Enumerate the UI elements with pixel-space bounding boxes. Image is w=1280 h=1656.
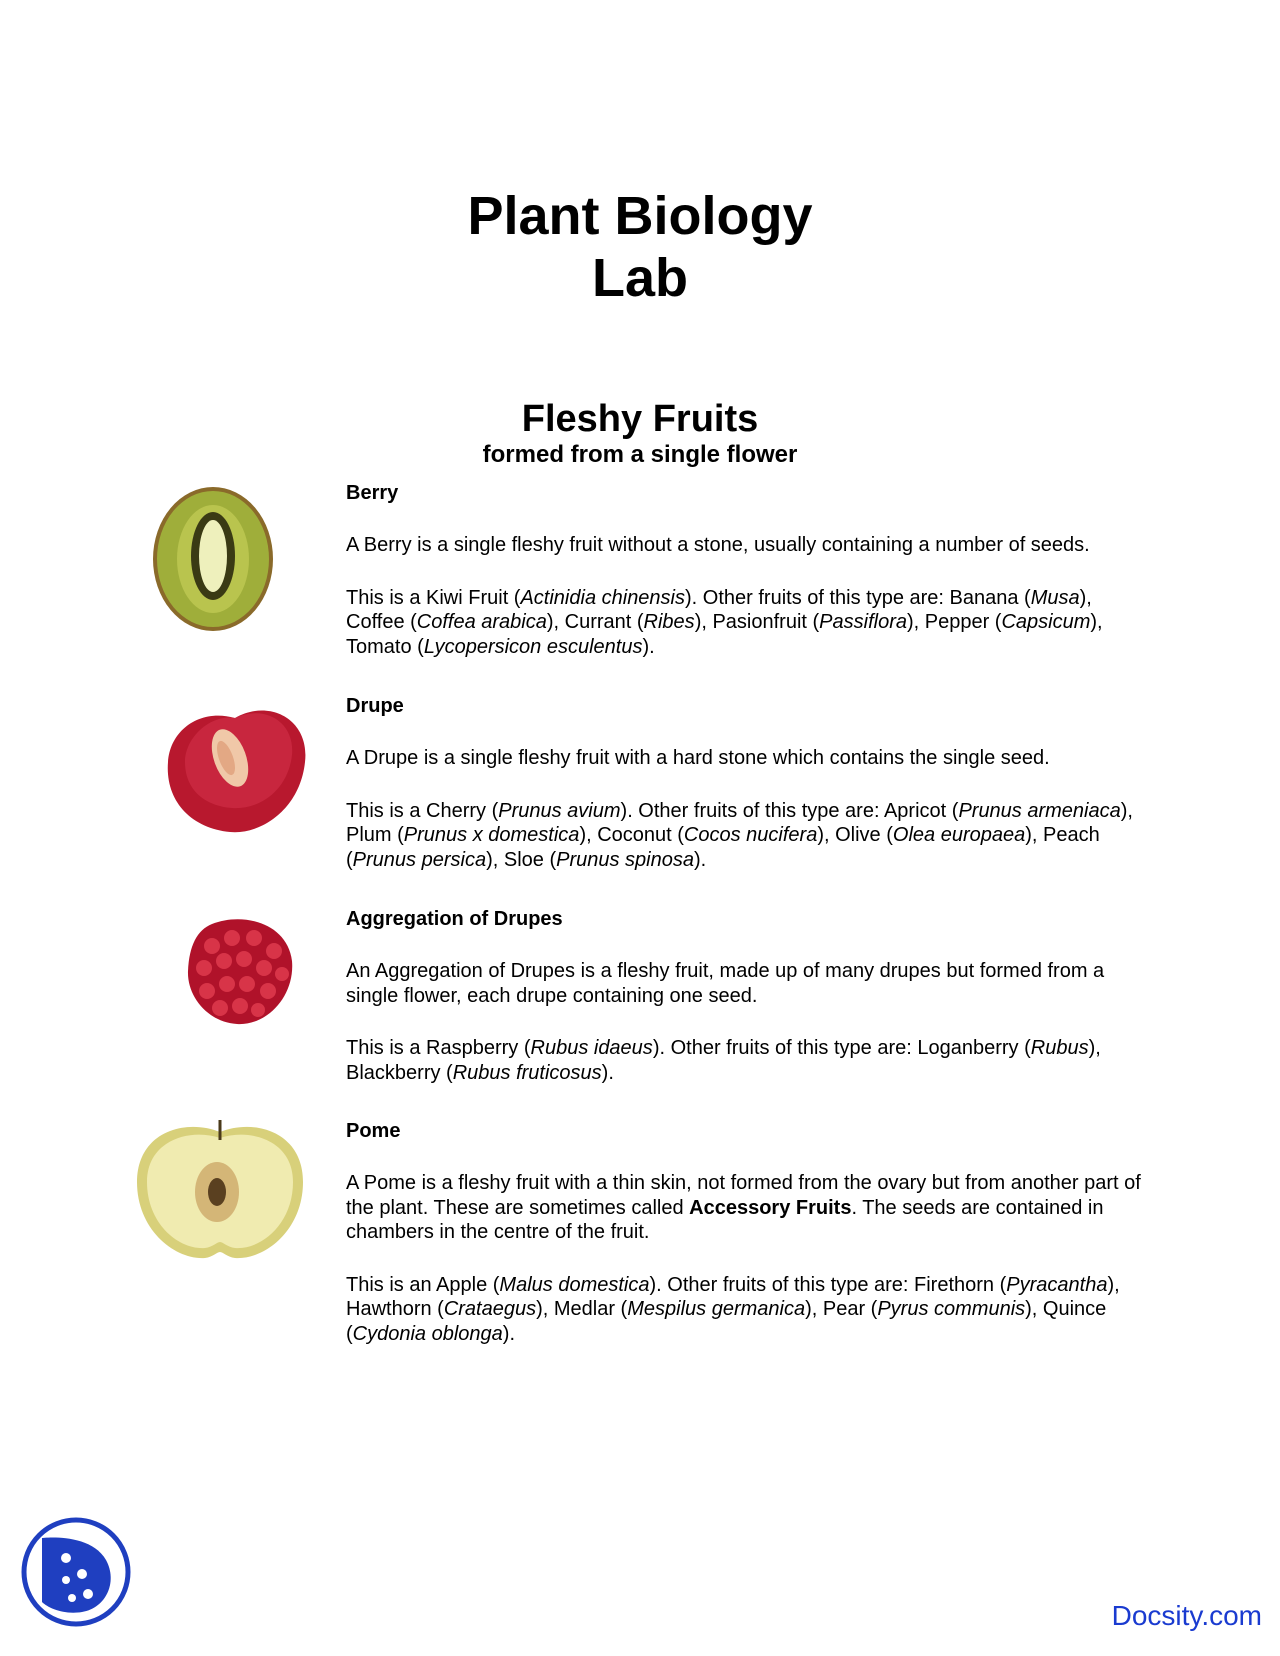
entry-definition: An Aggregation of Drupes is a fleshy fruit, made up of many drupes but formed from a single flower, each drupe containing one seed. <box>346 960 1105 1007</box>
species-name: Rubus <box>1030 1037 1089 1059</box>
page-title <box>0 185 1280 309</box>
species-name: Capsicum <box>1001 611 1091 633</box>
entry-aggregation-of-drupes <box>346 907 1146 1085</box>
text-run: ), Blackberry ( <box>346 1037 1101 1084</box>
text-run: A Pome is a fleshy fruit with a thin skin, not formed from the ovary but from another part of the plant. These are sometimes called <box>346 1172 1141 1219</box>
entry-drupe <box>346 694 1146 872</box>
title-line-1: Plant Biology <box>467 186 813 246</box>
text-run: ), Medlar ( <box>536 1298 628 1320</box>
docsity-logo-icon[interactable] <box>20 1516 132 1628</box>
species-name: Mespilus germanica <box>627 1298 806 1320</box>
species-name: Pyrus communis <box>877 1298 1026 1320</box>
entry-heading: Berry <box>346 482 399 504</box>
text-run: ). <box>601 1061 614 1084</box>
entry-examples <box>346 1273 1146 1347</box>
docsity-brand-link[interactable]: Docsity.com <box>1111 1600 1262 1631</box>
text-run: ), Pear ( <box>805 1298 878 1320</box>
species-name: Prunus avium <box>498 799 621 822</box>
entry-definition: A Berry is a single fleshy fruit without a stone, usually containing a number of seeds. <box>346 534 1090 556</box>
species-name: Passiflora <box>819 611 907 633</box>
species-name: Prunus x domestica <box>403 824 580 846</box>
text-run: ), Coffee ( <box>346 586 1092 633</box>
entry-pome <box>346 1119 1146 1346</box>
entry-examples <box>346 586 1146 660</box>
entry-berry <box>346 481 1146 659</box>
entry-examples <box>346 799 1146 873</box>
entry-heading: Drupe <box>346 695 404 717</box>
species-name: Olea europaea <box>892 824 1026 846</box>
species-name: Lycopersicon esculentus <box>423 635 643 658</box>
species-name: Rubus fruticosus <box>452 1061 602 1084</box>
species-name: Prunus armeniaca <box>958 799 1121 822</box>
title-line-2: Lab <box>591 248 688 308</box>
text-run: ), Hawthorn ( <box>346 1273 1120 1320</box>
text-run: This is a Raspberry ( <box>346 1037 531 1059</box>
species-name: Cydonia oblonga <box>352 1322 503 1345</box>
text-run: ). Other fruits of this type are: Banana ( <box>685 586 1031 609</box>
text-run: ), Pepper ( <box>906 611 1002 633</box>
text-run: ). <box>502 1322 516 1345</box>
emphasis-term: Accessory Fruits <box>689 1196 852 1219</box>
text-run: ), Pasionfruit ( <box>694 611 820 633</box>
text-run: . The seeds are contained in chambers in the centre of the fruit. <box>346 1196 1104 1243</box>
species-name: Coffea arabica <box>416 611 547 633</box>
species-name: Prunus spinosa <box>556 848 694 871</box>
text-run: ). Other fruits of this type are: Loganberry ( <box>652 1037 1031 1059</box>
entry-heading: Pome <box>346 1120 401 1142</box>
species-name: Actinidia chinensis <box>520 586 685 609</box>
text-run: This is a Kiwi Fruit ( <box>346 586 521 609</box>
text-run: ), Plum ( <box>346 799 1133 846</box>
entry-examples <box>346 1036 1146 1085</box>
text-run: ). <box>642 635 655 658</box>
species-name: Prunus persica <box>352 848 487 871</box>
species-name: Malus domestica <box>499 1273 650 1296</box>
text-run: This is a Cherry ( <box>346 799 499 822</box>
text-run: ), Olive ( <box>817 824 893 846</box>
entry-heading: Aggregation of Drupes <box>346 908 563 930</box>
species-name: Rubus idaeus <box>530 1037 653 1059</box>
text-run: This is an Apple ( <box>346 1273 500 1296</box>
cherry-image <box>160 700 310 840</box>
entry-definition: A Drupe is a single fleshy fruit with a hard stone which contains the single seed. <box>346 747 1050 769</box>
text-run: ). Other fruits of this type are: Apricot ( <box>620 799 959 822</box>
kiwi-image <box>150 484 280 634</box>
text-run: ). <box>693 848 707 871</box>
text-run: ). Other fruits of this type are: Firethorn ( <box>649 1273 1007 1296</box>
text-run: ), Tomato ( <box>346 611 1103 658</box>
section-subtitle: formed from a single flower <box>482 441 798 468</box>
text-run: ), Sloe ( <box>486 848 557 871</box>
species-name: Ribes <box>643 611 695 633</box>
species-name: Musa <box>1030 586 1080 609</box>
text-run: ), Peach ( <box>346 824 1100 871</box>
text-run: ), Quince ( <box>346 1298 1107 1345</box>
text-run: ), Currant ( <box>546 611 644 633</box>
text-run: ), Coconut ( <box>579 824 684 846</box>
section-title: Fleshy Fruits <box>521 398 759 440</box>
species-name: Cocos nucifera <box>683 824 818 846</box>
apple-image <box>135 1120 305 1265</box>
species-name: Crataegus <box>443 1298 537 1320</box>
raspberry-image <box>182 916 297 1031</box>
species-name: Pyracantha <box>1006 1273 1108 1296</box>
entry-definition <box>346 1171 1146 1245</box>
